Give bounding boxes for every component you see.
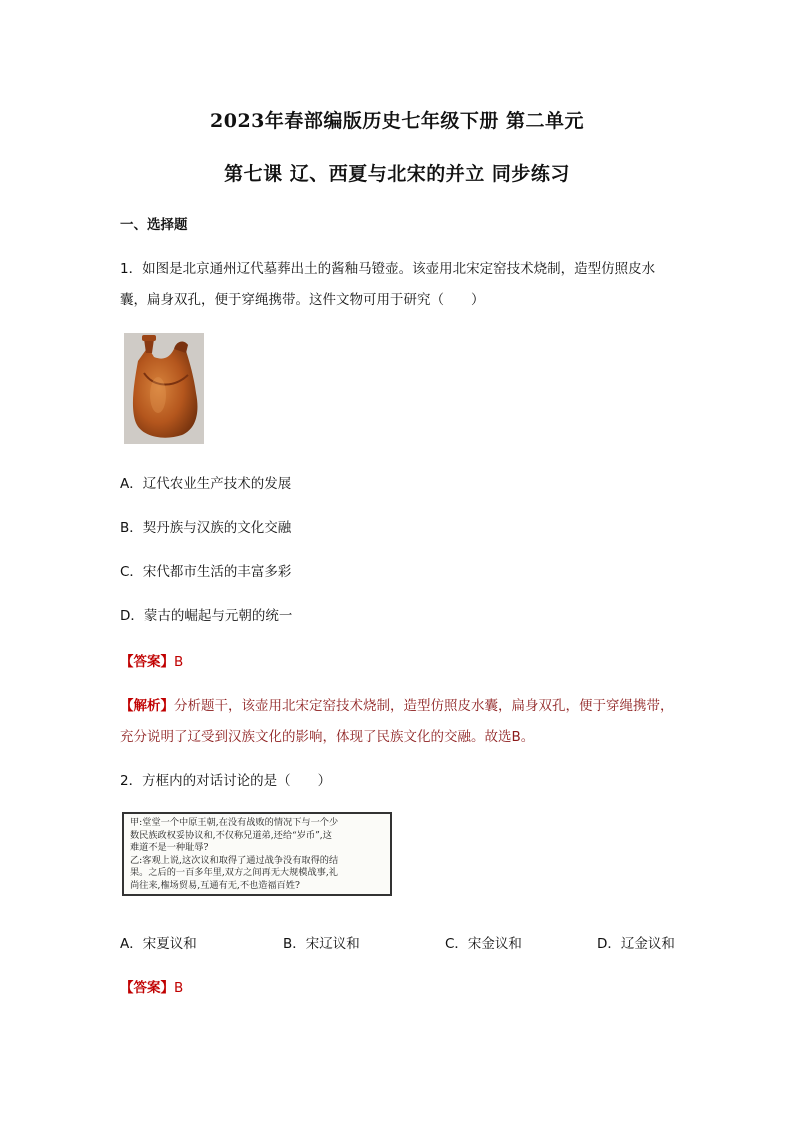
vase-photo bbox=[124, 333, 204, 444]
dialog-line: 尚往来,権场贸易,互通有无,不也造福百姓? bbox=[130, 879, 300, 891]
q1-stem-line1: 1．如图是北京通州辽代墓葬出土的酱釉马镫壶。该壶用北宋定窑技术烧制，造型仿照皮水 bbox=[120, 261, 656, 277]
dialog-box bbox=[122, 812, 392, 896]
dialog-line: 数民族政权妥协议和,不仅称兄道弟,还给“岁币”,这 bbox=[130, 829, 332, 841]
document-title-line1: 2023年春部编版历史七年级下册 第二单元 bbox=[210, 110, 584, 132]
q2-answer-tag: 【答案】 bbox=[120, 980, 174, 996]
q1-option-a: A．辽代农业生产技术的发展 bbox=[120, 476, 292, 492]
q2-answer-value: B bbox=[174, 980, 184, 996]
dialog-line: 难道不是一种耻辱? bbox=[130, 842, 209, 853]
q1-analysis-line2: 充分说明了辽受到汉族文化的影响，体现了民族文化的交融。故选B。 bbox=[120, 729, 535, 745]
dialog-line: 乙:客观上说,这次议和取得了通过战争没有取得的结 bbox=[130, 854, 339, 866]
q2-option-a: A．宋夏议和 bbox=[120, 936, 197, 952]
q1-answer-tag: 【答案】 bbox=[120, 654, 174, 670]
q1-analysis-text1: 分析题干，该壶用北宋定窑技术烧制，造型仿照皮水囊，扁身双孔，便于穿绳携带， bbox=[174, 698, 674, 714]
q1-analysis-tag: 【解析】 bbox=[120, 698, 174, 714]
q2-option-d: D．辽金议和 bbox=[597, 936, 675, 952]
vase-image-icon bbox=[124, 333, 204, 444]
document-title-line2: 第七课 辽、西夏与北宋的并立 同步练习 bbox=[224, 163, 570, 185]
q2-stem: 2．方框内的对话讨论的是（ ） bbox=[120, 773, 332, 789]
q1-analysis-line1 bbox=[120, 694, 674, 714]
q2-option-c: C．宋金议和 bbox=[445, 936, 522, 952]
dialog-line: 果。之后的一百多年里,双方之间再无大规模战事,礼 bbox=[130, 867, 338, 878]
q1-option-b: B．契丹族与汉族的文化交融 bbox=[120, 520, 292, 536]
q1-answer bbox=[120, 650, 183, 670]
q2-option-b: B．宋辽议和 bbox=[283, 936, 360, 952]
q1-stem-line2: 囊，扁身双孔，便于穿绳携带。这件文物可用于研究（ ） bbox=[120, 292, 485, 308]
q1-option-c: C．宋代都市生活的丰富多彩 bbox=[120, 564, 292, 580]
section-heading: 一、选择题 bbox=[120, 217, 188, 233]
dialog-line: 甲:堂堂一个中原王朝,在没有战败的情况下与一个少 bbox=[130, 817, 339, 828]
q2-answer bbox=[120, 976, 183, 996]
q1-answer-value: B bbox=[174, 654, 184, 670]
q1-option-d: D．蒙古的崛起与元朝的统一 bbox=[120, 608, 293, 624]
